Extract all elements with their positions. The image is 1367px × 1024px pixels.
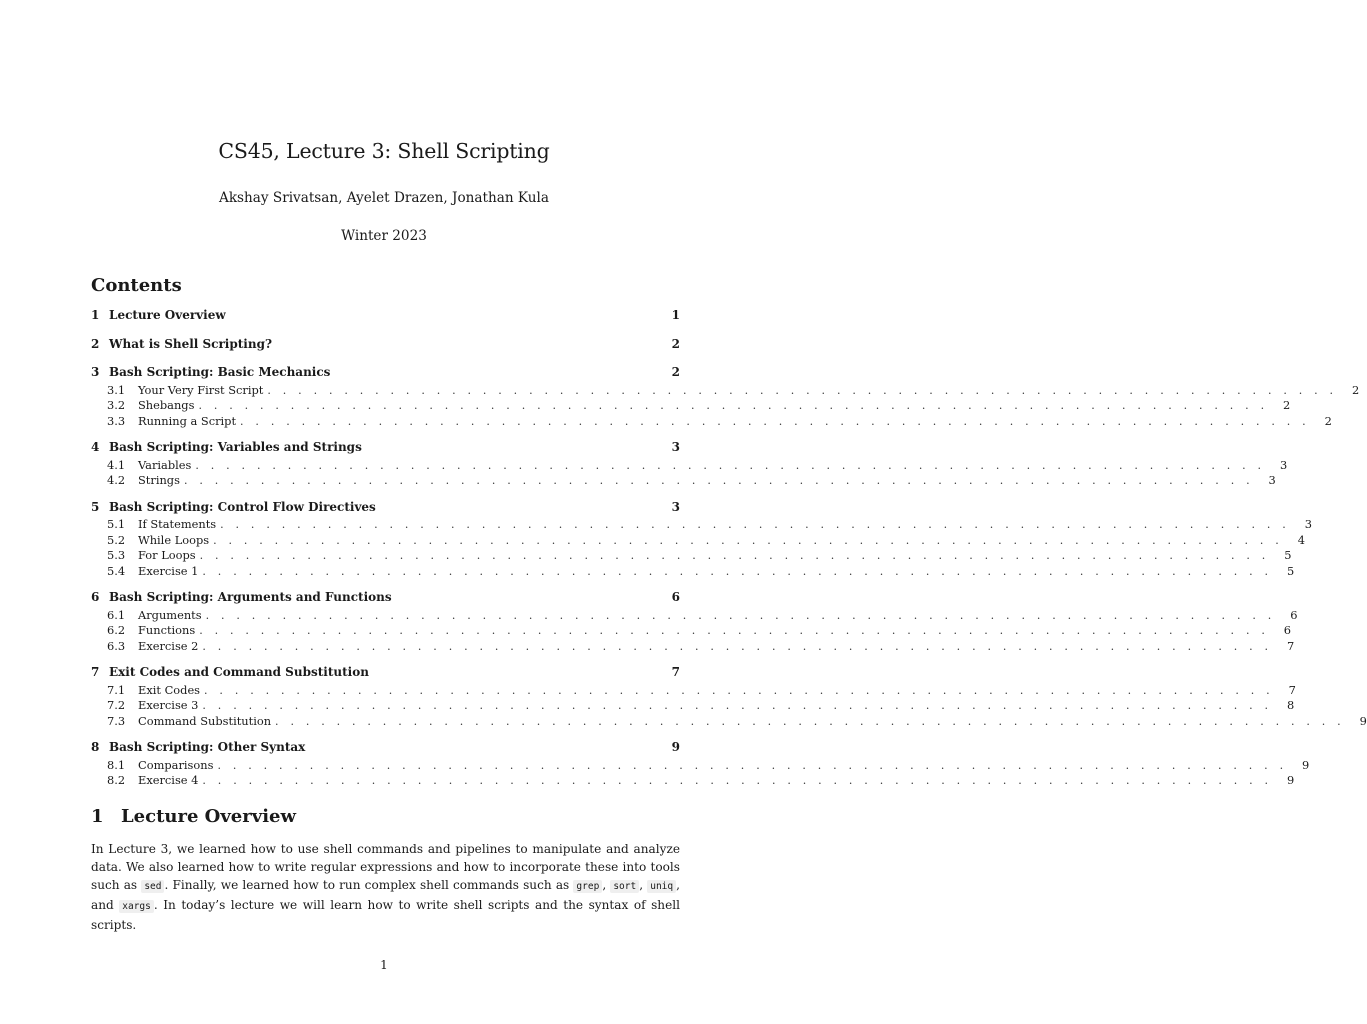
toc-subsection-title: While Loops xyxy=(138,532,210,547)
toc-subsection-page: 9 xyxy=(1302,757,1310,772)
toc-section xyxy=(91,663,1367,729)
paragraph-text: . In today’s lecture we will learn how to write shell scripts and the syntax of shell scripts. xyxy=(91,898,680,932)
toc-subsection-entry[interactable] xyxy=(91,563,1295,580)
toc-subsection-entry[interactable] xyxy=(91,532,1305,549)
toc-section-number: 6 xyxy=(91,590,100,604)
toc-section-entry[interactable] xyxy=(91,663,680,683)
toc-section xyxy=(91,438,1288,489)
toc-subsection-title: Exercise 3 xyxy=(138,698,199,712)
toc-subsection-number: 3.2 xyxy=(107,398,126,412)
toc-section-title: Bash Scripting: Control Flow Directives xyxy=(109,499,376,514)
toc-subsection-page: 5 xyxy=(1286,563,1295,578)
toc-leader-dots: . . . . . . . . . . . . . . . . . . . . . . . . . . . . . . . . . . . . . . . . . . . . . . . . . . . . . . . . . . . . . . . . . . . . . . xyxy=(205,608,1276,622)
toc-leader-dots: . . . . . . . . . . . . . . . . . . . . . . . . . . . . . . . . . . . . . . . . . . . . . . . . . . . . . . . . . . . . . . . . . . . . . . xyxy=(220,518,1290,531)
toc-subsection-title: Exercise 1 xyxy=(138,563,199,578)
toc-section xyxy=(91,363,1360,429)
toc-subsection-number: 7.3 xyxy=(107,713,126,728)
toc-subsection-number: 3.1 xyxy=(107,382,126,397)
toc-subsection-entry[interactable] xyxy=(91,517,1312,533)
toc-section-title: What is Shell Scripting? xyxy=(109,336,273,351)
paragraph-text: , and xyxy=(91,878,680,912)
toc-leader-dots: . . . . . . . . . . . . . . . . . . . . . . . . . . . . . . . . . . . . . . . . . . . . . . . . . . . . . . . . . . . . . . . . . . . . . . xyxy=(202,639,1273,653)
toc-section-page: 7 xyxy=(671,665,680,679)
toc-subsection-entry[interactable] xyxy=(91,607,1298,624)
toc-leader-dots: . . . . . . . . . . . . . . . . . . . . . . . . . . . . . . . . . . . . . . . . . . . . . . . . . . . . . . . . . . . . . . . . . . . . . . xyxy=(202,699,1273,712)
toc-section-page: 1 xyxy=(671,308,680,322)
toc-section-title: Lecture Overview xyxy=(109,308,226,322)
toc-subsection-number: 5.2 xyxy=(107,532,126,547)
section-title: Lecture Overview xyxy=(121,806,296,827)
toc-section-page: 6 xyxy=(671,590,680,604)
document-title: CS45, Lecture 3: Shell Scripting xyxy=(218,139,550,163)
toc-subsection-number: 8.2 xyxy=(107,773,126,787)
toc-section-page: 2 xyxy=(671,336,680,351)
toc-subsection-page: 9 xyxy=(1286,773,1295,787)
toc-subsection-entry[interactable] xyxy=(91,548,1292,564)
toc-subsection-page: 2 xyxy=(1283,398,1291,412)
inline-code: sed xyxy=(141,880,164,893)
toc-subsection-page: 9 xyxy=(1359,713,1367,728)
inline-code: grep xyxy=(573,880,602,893)
toc-subsection-title: Exit Codes xyxy=(138,682,201,697)
toc-subsection-title: If Statements xyxy=(138,517,217,531)
toc-subsection-number: 7.2 xyxy=(107,698,126,712)
toc-subsection-number: 4.2 xyxy=(107,473,126,487)
toc-leader-dots: . . . . . . . . . . . . . . . . . . . . . . . . . . . . . . . . . . . . . . . . . . . . . . . . . . . . . . . . . . . . . . . . . . . . . . xyxy=(195,458,1266,472)
toc-subsection-title: Strings xyxy=(138,473,180,487)
toc-subsection-page: 3 xyxy=(1304,517,1312,531)
toc-subsection-page: 2 xyxy=(1351,382,1360,397)
toc-subsection-title: For Loops xyxy=(138,548,196,562)
toc-subsection-page: 2 xyxy=(1324,413,1332,428)
paragraph-text: In Lecture 3, we learned how to use shell commands and pipelines to manipulate and analyze data. We also learned how to write regular expressions and how to incorporate these into tools such as xyxy=(91,842,680,892)
toc-section-title: Bash Scripting: Basic Mechanics xyxy=(109,365,331,379)
inline-code: uniq xyxy=(647,880,676,893)
toc-section-entry[interactable] xyxy=(91,335,680,355)
toc-subsection-title: Running a Script xyxy=(138,413,237,428)
toc-leader-dots: . . . . . . . . . . . . . . . . . . . . . . . . . . . . . . . . . . . . . . . . . . . . . . . . . . . . . . . . . . . . . . . . . . . . . . xyxy=(198,399,1269,412)
toc-section xyxy=(91,306,680,326)
toc-section-page: 2 xyxy=(671,365,680,379)
toc-leader-dots: . . . . . . . . . . . . . . . . . . . . . . . . . . . . . . . . . . . . . . . . . . . . . . . . . . . . . . . . . . . . . . . . . . . . . . xyxy=(213,533,1283,547)
toc-subsection-entry[interactable] xyxy=(91,757,1310,774)
toc-leader-dots: . . . . . . . . . . . . . . . . . . . . . . . . . . . . . . . . . . . . . . . . . . . . . . . . . . . . . . . . . . . . . . . . . . . . . . xyxy=(202,564,1273,578)
inline-code: sort xyxy=(610,880,639,893)
toc-subsection-entry[interactable] xyxy=(91,457,1288,474)
table-of-contents xyxy=(91,306,1367,798)
toc-subsection-entry[interactable] xyxy=(91,638,1295,655)
toc-section-entry[interactable] xyxy=(91,306,680,326)
toc-section-number: 2 xyxy=(91,336,100,351)
toc-leader-dots: . . . . . . . . . . . . . . . . . . . . . . . . . . . . . . . . . . . . . . . . . . . . . . . . . . . . . . . . . . . . . . . . . . . . . . xyxy=(183,474,1254,487)
toc-section xyxy=(91,498,1312,580)
toc-subsection-number: 6.1 xyxy=(107,607,126,622)
toc-subsection-number: 6.2 xyxy=(107,623,126,637)
page-number: 1 xyxy=(380,958,388,972)
toc-subsection-number: 6.3 xyxy=(107,638,126,653)
toc-section-page: 3 xyxy=(671,499,680,514)
toc-subsection-entry[interactable] xyxy=(91,473,1276,489)
toc-section-number: 8 xyxy=(91,740,100,754)
toc-section-number: 1 xyxy=(91,308,100,322)
toc-subsection-number: 5.4 xyxy=(107,563,126,578)
toc-subsection-page: 4 xyxy=(1297,532,1305,547)
toc-section-number: 7 xyxy=(91,665,100,679)
toc-subsection-number: 7.1 xyxy=(107,682,126,697)
toc-leader-dots: . . . . . . . . . . . . . . . . . . . . . . . . . . . . . . . . . . . . . . . . . . . . . . . . . . . . . . . . . . . . . . . . . . . . . . xyxy=(217,758,1288,772)
toc-section xyxy=(91,738,1310,789)
inline-code: xargs xyxy=(119,900,154,913)
paragraph-text: , xyxy=(602,878,611,892)
toc-leader-dots: . . . . . . . . . . . . . . . . . . . . . . . . . . . . . . . . . . . . . . . . . . . . . . . . . . . . . . . . . . . . . . . . . . . . . . xyxy=(204,683,1274,697)
toc-subsection-page: 7 xyxy=(1286,638,1295,653)
toc-subsection-title: Comparisons xyxy=(138,757,214,772)
toc-subsection-entry[interactable] xyxy=(91,623,1292,639)
paragraph-text: , xyxy=(639,878,648,892)
toc-leader-dots: . . . . . . . . . . . . . . . . . . . . . . . . . . . . . . . . . . . . . . . . . . . . . . . . . . . . . . . . . . . . . . . . . . . . . . xyxy=(275,714,1345,728)
toc-subsection-entry[interactable] xyxy=(91,382,1360,399)
toc-subsection-number: 4.1 xyxy=(107,457,126,472)
toc-leader-dots: . . . . . . . . . . . . . . . . . . . . . . . . . . . . . . . . . . . . . . . . . . . . . . . . . . . . . . . . . . . . . . . . . . . . . . xyxy=(199,549,1270,562)
body-paragraph xyxy=(91,840,680,934)
toc-section-title: Bash Scripting: Other Syntax xyxy=(109,740,306,754)
toc-subsection-entry[interactable] xyxy=(91,398,1291,414)
toc-subsection-number: 8.1 xyxy=(107,757,126,772)
toc-section-entry[interactable] xyxy=(91,498,680,518)
section-number: 1 xyxy=(91,806,104,827)
toc-subsection-page: 6 xyxy=(1290,607,1298,622)
toc-section-entry[interactable] xyxy=(91,438,680,458)
toc-section-number: 5 xyxy=(91,499,100,514)
document-authors: Akshay Srivatsan, Ayelet Drazen, Jonathan Kula xyxy=(219,190,549,206)
toc-subsection-page: 3 xyxy=(1268,473,1276,487)
toc-subsection-entry[interactable] xyxy=(91,698,1295,714)
toc-subsection-number: 5.3 xyxy=(107,548,126,562)
toc-subsection-page: 3 xyxy=(1279,457,1288,472)
paragraph-text: . Finally, we learned how to run complex shell commands such as xyxy=(164,878,574,892)
toc-section-title: Exit Codes and Command Substitution xyxy=(109,665,369,679)
toc-section-title: Bash Scripting: Arguments and Functions xyxy=(109,590,392,604)
toc-subsection-title: Variables xyxy=(138,457,192,472)
toc-section-title: Bash Scripting: Variables and Strings xyxy=(109,440,362,454)
toc-section xyxy=(91,588,1298,654)
toc-leader-dots: . . . . . . . . . . . . . . . . . . . . . . . . . . . . . . . . . . . . . . . . . . . . . . . . . . . . . . . . . . . . . . . . . . . . . . xyxy=(199,624,1270,637)
toc-section-entry[interactable] xyxy=(91,738,680,758)
toc-subsection-entry[interactable] xyxy=(91,682,1296,699)
toc-section-number: 3 xyxy=(91,365,100,379)
toc-leader-dots: . . . . . . . . . . . . . . . . . . . . . . . . . . . . . . . . . . . . . . . . . . . . . . . . . . . . . . . . . . . . . . . . . . . . . . xyxy=(267,383,1338,397)
toc-subsection-page: 5 xyxy=(1284,548,1292,562)
toc-subsection-page: 7 xyxy=(1288,682,1296,697)
toc-subsection-number: 5.1 xyxy=(107,517,126,531)
toc-section-page: 9 xyxy=(671,740,680,754)
toc-subsection-number: 3.3 xyxy=(107,413,126,428)
toc-subsection-page: 8 xyxy=(1286,698,1295,712)
toc-section-entry[interactable] xyxy=(91,588,680,608)
toc-subsection-title: Exercise 2 xyxy=(138,638,199,653)
toc-subsection-title: Functions xyxy=(138,623,196,637)
toc-section-entry[interactable] xyxy=(91,363,680,383)
toc-subsection-title: Shebangs xyxy=(138,398,195,412)
toc-section-page: 3 xyxy=(671,440,680,454)
toc-leader-dots: . . . . . . . . . . . . . . . . . . . . . . . . . . . . . . . . . . . . . . . . . . . . . . . . . . . . . . . . . . . . . . . . . . . . . . xyxy=(202,774,1273,787)
document-date: Winter 2023 xyxy=(341,228,427,244)
toc-subsection-title: Arguments xyxy=(138,607,202,622)
toc-leader-dots: . . . . . . . . . . . . . . . . . . . . . . . . . . . . . . . . . . . . . . . . . . . . . . . . . . . . . . . . . . . . . . . . . . . . . . xyxy=(240,414,1310,428)
toc-section-number: 4 xyxy=(91,440,100,454)
toc-subsection-entry[interactable] xyxy=(91,773,1295,789)
toc-subsection-title: Exercise 4 xyxy=(138,773,199,787)
toc-subsection-entry[interactable] xyxy=(91,413,1332,430)
section-heading xyxy=(91,806,296,827)
contents-heading: Contents xyxy=(91,275,182,296)
toc-subsection-title: Command Substitution xyxy=(138,713,272,728)
toc-subsection-title: Your Very First Script xyxy=(138,382,264,397)
toc-subsection-entry[interactable] xyxy=(91,713,1367,730)
toc-subsection-page: 6 xyxy=(1283,623,1292,637)
toc-section xyxy=(91,335,680,355)
